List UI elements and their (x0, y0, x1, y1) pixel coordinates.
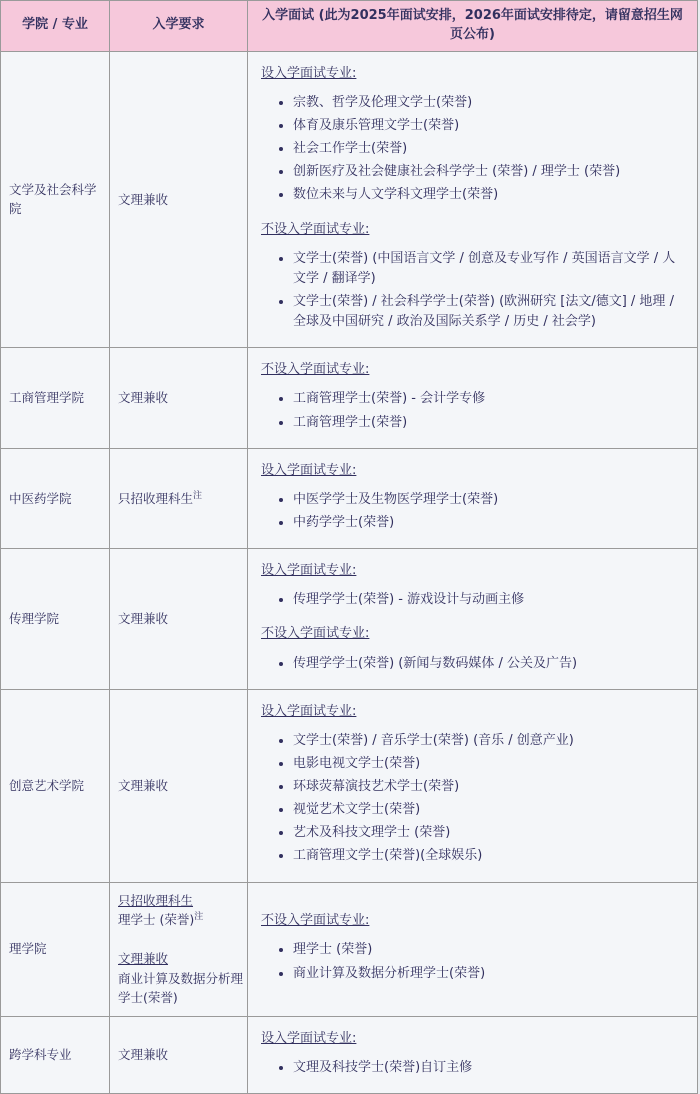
requirement-line: 只招收理科生$^注$ (118, 490, 203, 506)
requirement-line: 文理兼收 (118, 390, 169, 406)
requirement-line: 文理兼收 (118, 1046, 169, 1062)
program-item: • 社会工作学士(荣誉) (293, 139, 687, 159)
college-name-cell: 创意艺术学院 (1, 689, 110, 882)
program-item: • 体育及康乐管理文学士(荣誉) (293, 116, 687, 136)
table-row (1, 51, 698, 348)
note-superscript: 注 (194, 911, 204, 922)
requirements-cell (110, 1016, 248, 1093)
interview-section-heading: 设入学面试专业: (261, 563, 357, 579)
col-header-requirements: 入学要求 (110, 1, 248, 52)
header-row (1, 1, 698, 52)
interview-cell (248, 689, 698, 882)
interview-section-heading: 设入学面试专业: (261, 65, 357, 81)
program-item: • 宗教、哲学及伦理文学士(荣誉) (293, 93, 687, 113)
table-row (1, 348, 698, 448)
interview-cell (248, 549, 698, 690)
program-list (261, 490, 687, 533)
program-item: • 传理学学士(荣誉) (新闻与数码媒体 / 公关及广告) (293, 654, 687, 674)
requirement-line: 只招收理科生 (118, 892, 194, 908)
requirement-line: 文理兼收 (118, 191, 169, 207)
program-item: • 文学士(荣誉) / 社会科学学士(荣誉) (欧洲研究 [法文/德文] / 地理 / 全球及中国研究 / 政治及国际关系学 / 历史 / 社会学) (293, 292, 687, 332)
interview-section-heading: 不设入学面试专业: (261, 221, 370, 237)
college-name-cell: 传理学院 (1, 549, 110, 690)
program-list (261, 731, 687, 867)
program-list (261, 249, 687, 333)
program-list (261, 654, 687, 674)
requirements-cell (110, 882, 248, 1016)
program-item: • 商业计算及数据分析理学士(荣誉) (293, 964, 687, 984)
requirement-gap (118, 929, 245, 949)
program-list (261, 93, 687, 206)
interview-cell (248, 51, 698, 348)
program-item: • 创新医疗及社会健康社会科学学士 (荣誉) / 理学士 (荣誉) (293, 162, 687, 182)
program-item: • 环球荧幕演技艺术学士(荣誉) (293, 777, 687, 797)
col-header-interview: 入学面试 (此为2025年面试安排，2026年面试安排待定，请留意招生网页公布) (248, 1, 698, 52)
program-item: • 文理及科技学士(荣誉)自订主修 (293, 1058, 687, 1078)
program-list (261, 940, 687, 983)
requirements-cell (110, 689, 248, 882)
interview-cell (248, 882, 698, 1016)
program-item: • 传理学学士(荣誉) - 游戏设计与动画主修 (293, 590, 687, 610)
requirement-line: 文理兼收 (118, 951, 169, 967)
college-name-cell: 跨学科专业 (1, 1016, 110, 1093)
col-header-college: 学院 / 专业 (1, 1, 110, 52)
college-name-cell: 中医药学院 (1, 448, 110, 548)
program-item: • 中药学学士(荣誉) (293, 513, 687, 533)
program-item: • 视觉艺术文学士(荣誉) (293, 800, 687, 820)
program-list (261, 1058, 687, 1078)
program-item: • 理学士 (荣誉) (293, 940, 687, 960)
interview-cell (248, 1016, 698, 1093)
program-item: • 文学士(荣誉) / 音乐学士(荣誉) (音乐 / 创意产业) (293, 731, 687, 751)
interview-section-heading: 不设入学面试专业: (261, 626, 370, 642)
table-header (1, 1, 698, 52)
program-list (261, 389, 687, 432)
program-item: • 工商管理学士(荣誉) - 会计学专修 (293, 389, 687, 409)
interview-section-heading: 不设入学面试专业: (261, 913, 370, 929)
program-item: • 文学士(荣誉) (中国语言文学 / 创意及专业写作 / 英国语言文学 / 人文学 / 翻译学) (293, 249, 687, 289)
table-body (1, 51, 698, 1093)
college-name-cell: 理学院 (1, 882, 110, 1016)
requirement-line: 文理兼收 (118, 611, 169, 627)
requirements-cell (110, 51, 248, 348)
table-row (1, 1016, 698, 1093)
table-row (1, 882, 698, 1016)
program-item: • 工商管理学士(荣誉) (293, 413, 687, 433)
interview-section-heading: 设入学面试专业: (261, 703, 357, 719)
program-list (261, 590, 687, 610)
requirement-line: 文理兼收 (118, 777, 169, 793)
interview-section-heading: 设入学面试专业: (261, 462, 357, 478)
table-row (1, 689, 698, 882)
requirements-cell (110, 348, 248, 448)
requirement-line: 商业计算及数据分析理学士(荣誉) (118, 970, 244, 1006)
requirement-line: 理学士 (荣誉)$^注$ (118, 911, 204, 927)
program-item: • 电影电视文学士(荣誉) (293, 754, 687, 774)
program-item: • 中医学学士及生物医学理学士(荣誉) (293, 490, 687, 510)
requirements-cell (110, 549, 248, 690)
note-superscript: 注 (193, 490, 203, 501)
table-row (1, 448, 698, 548)
table-row (1, 549, 698, 690)
interview-cell (248, 348, 698, 448)
requirements-cell (110, 448, 248, 548)
program-item: • 艺术及科技文理学士 (荣誉) (293, 823, 687, 843)
interview-section-heading: 设入学面试专业: (261, 1030, 357, 1046)
program-item: • 工商管理文学士(荣誉)(全球娱乐) (293, 846, 687, 866)
college-name-cell: 文学及社会科学院 (1, 51, 110, 348)
program-item: • 数位未来与人文学科文理学士(荣誉) (293, 185, 687, 205)
interview-section-heading: 不设入学面试专业: (261, 362, 370, 378)
interview-cell (248, 448, 698, 548)
college-name-cell: 工商管理学院 (1, 348, 110, 448)
